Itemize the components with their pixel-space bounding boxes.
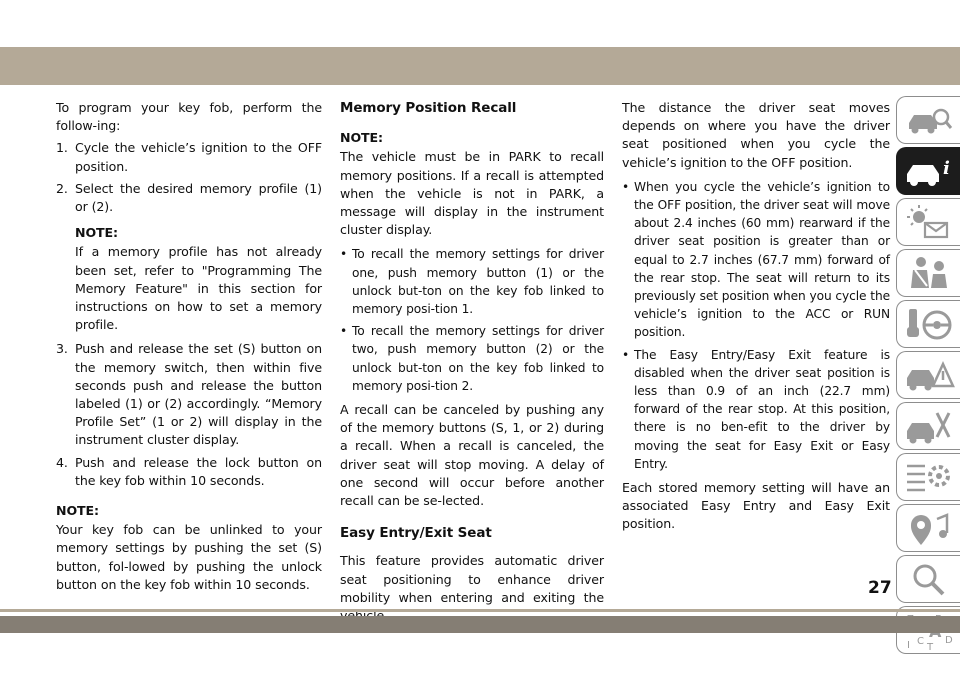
key-steering-wheel-icon (903, 305, 955, 345)
multimedia-gps-icon (903, 509, 955, 549)
bullet-dot: • (340, 247, 348, 262)
list-item (56, 180, 322, 216)
index-letter: I (907, 640, 910, 651)
specs-gear-icon (903, 458, 955, 498)
magnifier-icon (903, 560, 955, 600)
bullet-text: To recall the memory settings for driver one, push memory button (1) or the unlock but-ton on the key fob linked to memory posi-tion 1. (352, 247, 604, 317)
note-label: NOTE: (56, 503, 99, 519)
note-text: The vehicle must be in PARK to recall memory positions. If a recall is attempted when the vehicle is not in PARK, a message will display in the instrument cluster display. (340, 149, 604, 238)
body-text: Each stored memory setting will have an associated Easy Entry and Easy Exit position. (622, 480, 890, 532)
header-band (0, 47, 960, 85)
column-middle (340, 99, 604, 629)
body-text: This feature provides automatic driver seat positioning to enhance driver mobility when entering and exiting the (340, 553, 604, 605)
car-search-icon (903, 101, 955, 141)
step-text: Cycle the vehicle’s ignition to the OFF position. (75, 140, 322, 174)
body-text: The distance the driver seat moves depends on where you have the driver seat positioned when you cycle the vehicle’s ignition to the OFF position. (622, 100, 890, 170)
car-tools-icon (903, 407, 955, 447)
list-item (340, 322, 604, 395)
footer-rule (0, 609, 960, 612)
svg-text:i: i (943, 158, 950, 179)
warning-light-message-icon (903, 203, 955, 243)
list-item (622, 346, 890, 473)
bullet-dot: • (340, 324, 348, 339)
bullet-dot: • (622, 347, 630, 362)
bullet-text: The Easy Entry/Easy Exit feature is disabled when the driver seat position is less than 0.9 of an inch (22.7 mm) forward of the rear stop. At this position, there is no ben-efit to the driver by moving the seat for Easy Exit or Easy Entry. (634, 347, 890, 471)
intro-text: To program your key fob, perform the follow-ing: (56, 100, 322, 134)
tab-car-info[interactable] (896, 147, 960, 195)
tab-servicing[interactable] (896, 402, 960, 450)
list-item (56, 340, 322, 449)
tab-multimedia[interactable] (896, 504, 960, 552)
step-number: 4. (56, 454, 68, 470)
step-number: 1. (56, 140, 68, 156)
note-text: If a memory profile has not already been set, refer to "Programming The Memory Feature" in this section for instructions on how to set a memory profile. (75, 244, 322, 333)
note-label: NOTE: (340, 130, 383, 146)
list-item (56, 139, 322, 175)
bullet-dot: • (622, 179, 630, 194)
list-item (56, 454, 322, 490)
body-text: A recall can be canceled by pushing any of the memory buttons (S, 1, or 2) during a recall. When a recall is canceled, the driver seat will stop moving. A delay of one second will occur before another recall can be se-lected. (340, 402, 604, 509)
note-text: Your key fob can be unlinked to your memory settings by pushing the set (S) button, fol-lowed by pushing the unlock button on the key fob within 10 seconds. (56, 522, 322, 592)
list-item (622, 178, 890, 342)
tab-safety[interactable] (896, 249, 960, 297)
list-item (340, 245, 604, 318)
airbag-seatbelt-icon (903, 254, 955, 294)
index-letter: D (945, 635, 953, 646)
section-heading: Easy Entry/Exit Seat (340, 525, 492, 542)
index-letter: C (917, 636, 924, 647)
tab-emergency[interactable] (896, 351, 960, 399)
section-heading: Memory Position Recall (340, 100, 517, 116)
note-label: NOTE: (75, 225, 118, 241)
bullet-text: To recall the memory settings for driver two, push memory button (2) or the unlock but-ton on the key fob linked to memory posi-tion 2. (352, 324, 604, 393)
tab-car-search[interactable] (896, 96, 960, 144)
tab-starting-driving[interactable] (896, 300, 960, 348)
chapter-tabs (896, 96, 960, 657)
bullet-text: When you cycle the vehicle’s ignition to the OFF position, the driver seat will move about 2.4 inches (60 mm) rearward if the driver seat position is greater than or equal to 2.7 inches (67.7 mm) forward of the rear stop. The seat will return to its previously set position when you cycle the vehicle’s ignition to the ACC or RUN position. (634, 179, 890, 340)
tab-warning-lights[interactable] (896, 198, 960, 246)
step-text: Push and release the lock button on the key fob within 10 seconds. (75, 454, 322, 488)
step-text: Select the desired memory profile (1) or (2). (75, 180, 322, 215)
car-info-icon (903, 152, 955, 192)
car-hazard-icon (903, 356, 955, 396)
step-text: Push and release the set (S) button on the memory switch, then within five seconds push and release the button labeled (1) or (2) accordingly. “Memory Profile Set” (1 or 2) will display in the instrument cluster display. (75, 341, 322, 448)
tab-specifications[interactable] (896, 453, 960, 501)
index-letter: T (927, 642, 934, 651)
tab-customer-assistance[interactable] (896, 555, 960, 603)
step-number: 2. (56, 180, 68, 196)
step-number: 3. (56, 341, 68, 357)
column-right (622, 99, 890, 538)
column-left (56, 99, 322, 598)
page-number: 27 (868, 578, 892, 598)
footer-band (0, 616, 960, 633)
